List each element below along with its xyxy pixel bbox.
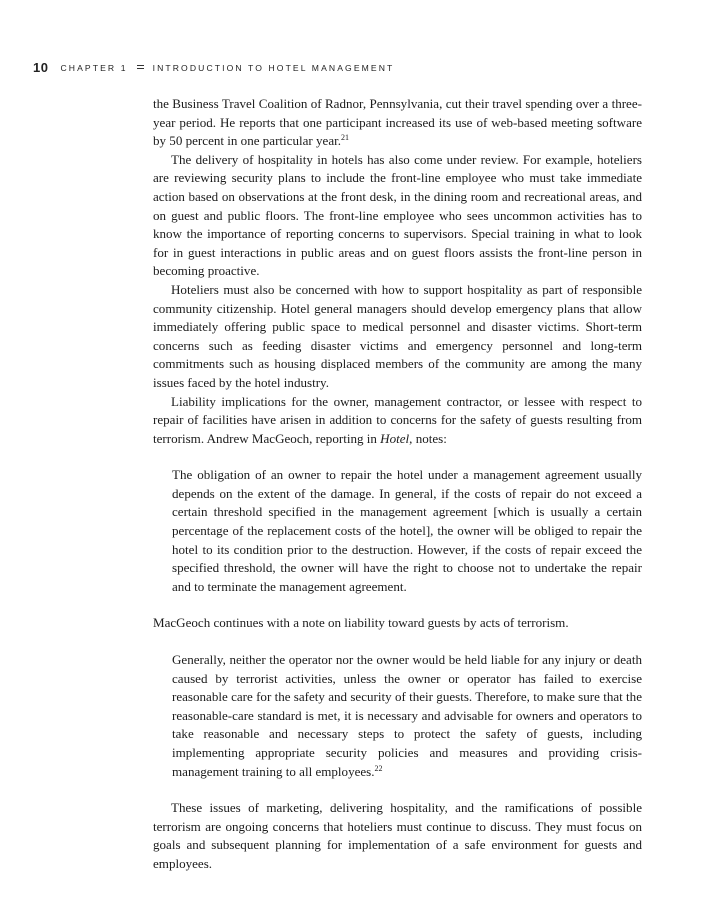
- running-head: [33, 61, 394, 75]
- page-number: 10: [33, 60, 49, 75]
- paragraph-liability: Liability implications for the owner, management contractor, or lessee with respect to repair of facilities have arisen in addition to concerns for the safety of guests resulting from terrorism. Andrew MacGeoch, reporting in Hotel, notes:: [153, 393, 642, 446]
- paragraph-community-citizenship: Hoteliers must also be concerned with how to support hospitality as part of responsible community citizenship. Hotel general managers should develop emergency plans that allow immediately offering public space to medical personnel and disaster victims. Short-term concerns such as feeding disaster victims and emergency personnel and long-term commitments such as housing displaced members of the community are among the many issues faced by the hotel industry.: [153, 281, 642, 390]
- publication-title: Hotel: [380, 430, 410, 446]
- paragraph-macgeoch: MacGeoch continues with a note on liability toward guests by acts of terrorism.: [153, 615, 569, 631]
- footnote-ref-21: 21: [341, 133, 350, 143]
- footnote-ref-22: 22: [374, 763, 383, 773]
- paragraph-hospitality-delivery: The delivery of hospitality in hotels has also come under review. For example, hoteliers are reviewing security plans to include the front-line employee who must take immediate action based on observations at the front desk, in the dining room and recreational areas, and on guest and public floors. The front-line employee who sees uncommon activities has to know the importance of reporting concerns to supervisors. Special training in what to look for in guest interactions in public areas and on guest floors assists the front-line person in becoming proactive.: [153, 151, 642, 279]
- block-quote-liability: Generally, neither the operator nor the owner would be held liable for any injury or death caused by terrorist activities, unless the owner or operator has failed to exercise reasonable care for the safety and security of their guests. Therefore, to make sure that the reasonable-care standard is met, it is necessary and advisable for owners and operators to take reasonable and necessary steps to protect the safety of guests, including implementing appropriate security policies and measures and providing crisis-management training to all employees.$^{22}$: [172, 652, 642, 779]
- chapter-label: CHAPTER 1: [60, 63, 128, 73]
- chapter-title: INTRODUCTION TO HOTEL MANAGEMENT: [152, 63, 395, 73]
- body-text: [153, 95, 642, 874]
- paragraph-continuation: the Business Travel Coalition of Radnor, Pennsylvania, cut their travel spending over a three-year period. He reports that one participant increased its use of web-based meeting software by 50 percent in one particular year.$^{21}$: [153, 96, 642, 149]
- separator-icon: [137, 65, 144, 69]
- block-quote-repair: The obligation of an owner to repair the hotel under a management agreement usually depends on the extent of the damage. In general, if the costs of repair do not exceed a certain threshold specified in the management agreement [which is usually a certain percentage of the replacement costs of the hotel], the owner will be obliged to repair the hotel to its condition prior to the destruction. However, if the costs of repair exceed the specified threshold, the owner will have the right to choose not to undertake the repair and to terminate the management agreement.: [172, 467, 642, 594]
- paragraph-conclusion: These issues of marketing, delivering hospitality, and the ramifications of possible terrorism are ongoing concerns that hoteliers must continue to discuss. They must focus on goals and subsequent planning for implementation of a safe environment for guests and employees.: [153, 800, 642, 871]
